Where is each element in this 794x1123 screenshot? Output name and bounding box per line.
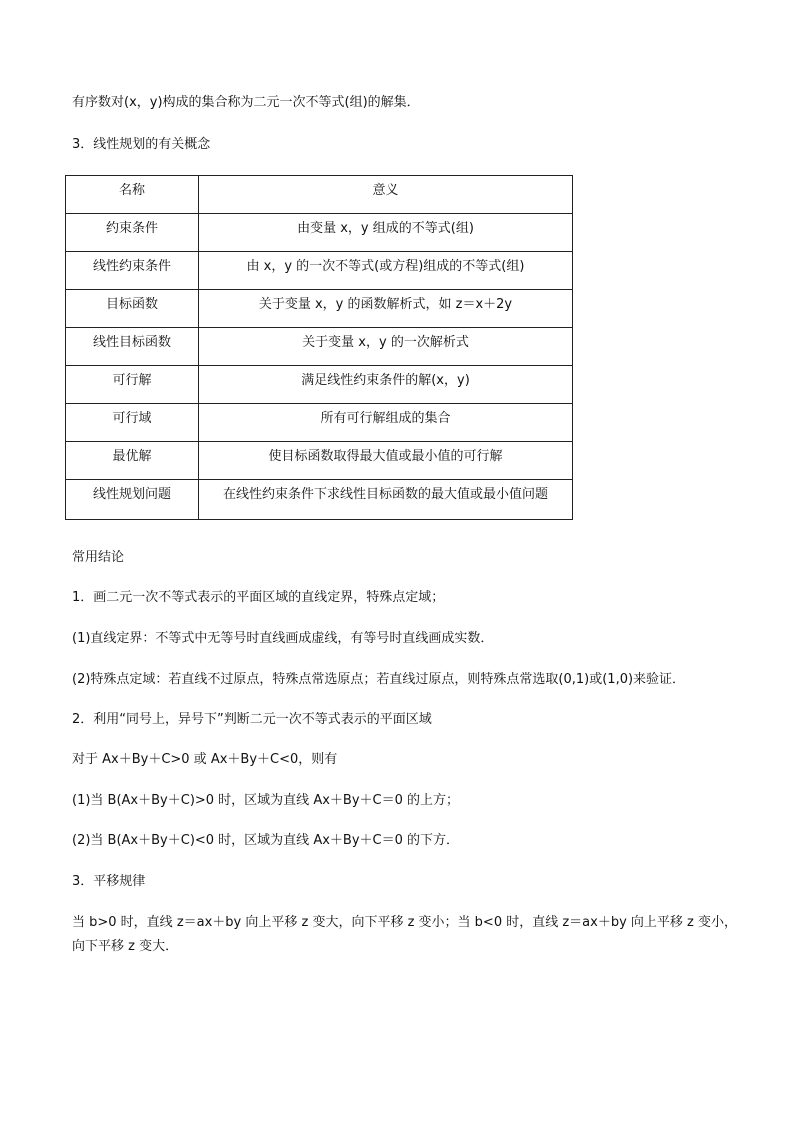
table-cell-meaning: 由 x，y 的一次不等式(或方程)组成的不等式(组): [199, 252, 573, 290]
table-cell-meaning: 关于变量 x，y 的函数解析式，如 z＝x＋2y: [199, 290, 573, 328]
conclusion-item-1-sub-1: (1)直线定界：不等式中无等号时直线画成虚线，有等号时直线画成实数．: [72, 631, 494, 646]
table-row: [66, 366, 573, 404]
conclusion-item-2-intro: 对于 Ax＋By＋C>0 或 Ax＋By＋C<0，则有: [72, 752, 338, 767]
table-header-name: 名称: [66, 176, 199, 214]
table-row: [66, 480, 573, 520]
table-cell-term: 可行解: [66, 366, 199, 404]
table-cell-term: 线性约束条件: [66, 252, 199, 290]
table-cell-meaning: 满足线性约束条件的解(x，y): [199, 366, 573, 404]
conclusion-item-3: 3．平移规律: [72, 874, 146, 889]
conclusion-item-2-sub-2: (2)当 B(Ax＋By＋C)<0 时，区域为直线 Ax＋By＋C＝0 的下方．: [72, 833, 459, 848]
table-cell-term: 最优解: [66, 442, 199, 480]
table-cell-term: 线性目标函数: [66, 328, 199, 366]
intro-text: 有序数对(x，y)构成的集合称为二元一次不等式(组)的解集．: [72, 95, 420, 110]
table-row: [66, 214, 573, 252]
conclusion-item-1: 1．画二元一次不等式表示的平面区域的直线定界，特殊点定域；: [72, 590, 445, 605]
conclusion-item-3-text: 当 b>0 时，直线 z＝ax＋by 向上平移 z 变大，向下平移 z 变小；当 b<0 时，直线 z＝ax＋by 向上平移 z 变小，向下平移 z 变大．: [72, 915, 738, 954]
conclusions-title: 常用结论: [72, 550, 125, 565]
table-cell-meaning: 由变量 x，y 组成的不等式(组): [199, 214, 573, 252]
table-row: [66, 404, 573, 442]
section-3-title: 3．线性规划的有关概念: [72, 137, 211, 152]
table-row: [66, 252, 573, 290]
table-header-meaning: 意义: [199, 176, 573, 214]
table-header-row: [66, 176, 573, 214]
table-cell-meaning: 在线性约束条件下求线性目标函数的最大值或最小值问题: [199, 480, 573, 520]
conclusion-item-2-sub-1: (1)当 B(Ax＋By＋C)>0 时，区域为直线 Ax＋By＋C＝0 的上方；: [72, 793, 459, 808]
conclusion-item-2: 2．利用“同号上，异号下”判断二元一次不等式表示的平面区域: [72, 712, 432, 727]
table-cell-term: 约束条件: [66, 214, 199, 252]
table-cell-meaning: 关于变量 x，y 的一次解析式: [199, 328, 573, 366]
linear-programming-concepts-table: [65, 175, 573, 520]
table-row: [66, 328, 573, 366]
table-cell-meaning: 所有可行解组成的集合: [199, 404, 573, 442]
table-cell-term: 可行域: [66, 404, 199, 442]
table-cell-term: 目标函数: [66, 290, 199, 328]
conclusion-item-1-sub-2: (2)特殊点定域：若直线不过原点，特殊点常选原点；若直线过原点，则特殊点常选取(0,1)或(1,0)来验证．: [72, 672, 686, 687]
table-cell-meaning: 使目标函数取得最大值或最小值的可行解: [199, 442, 573, 480]
table-row: [66, 290, 573, 328]
table-row: [66, 442, 573, 480]
table-cell-term: 线性规划问题: [66, 480, 199, 520]
